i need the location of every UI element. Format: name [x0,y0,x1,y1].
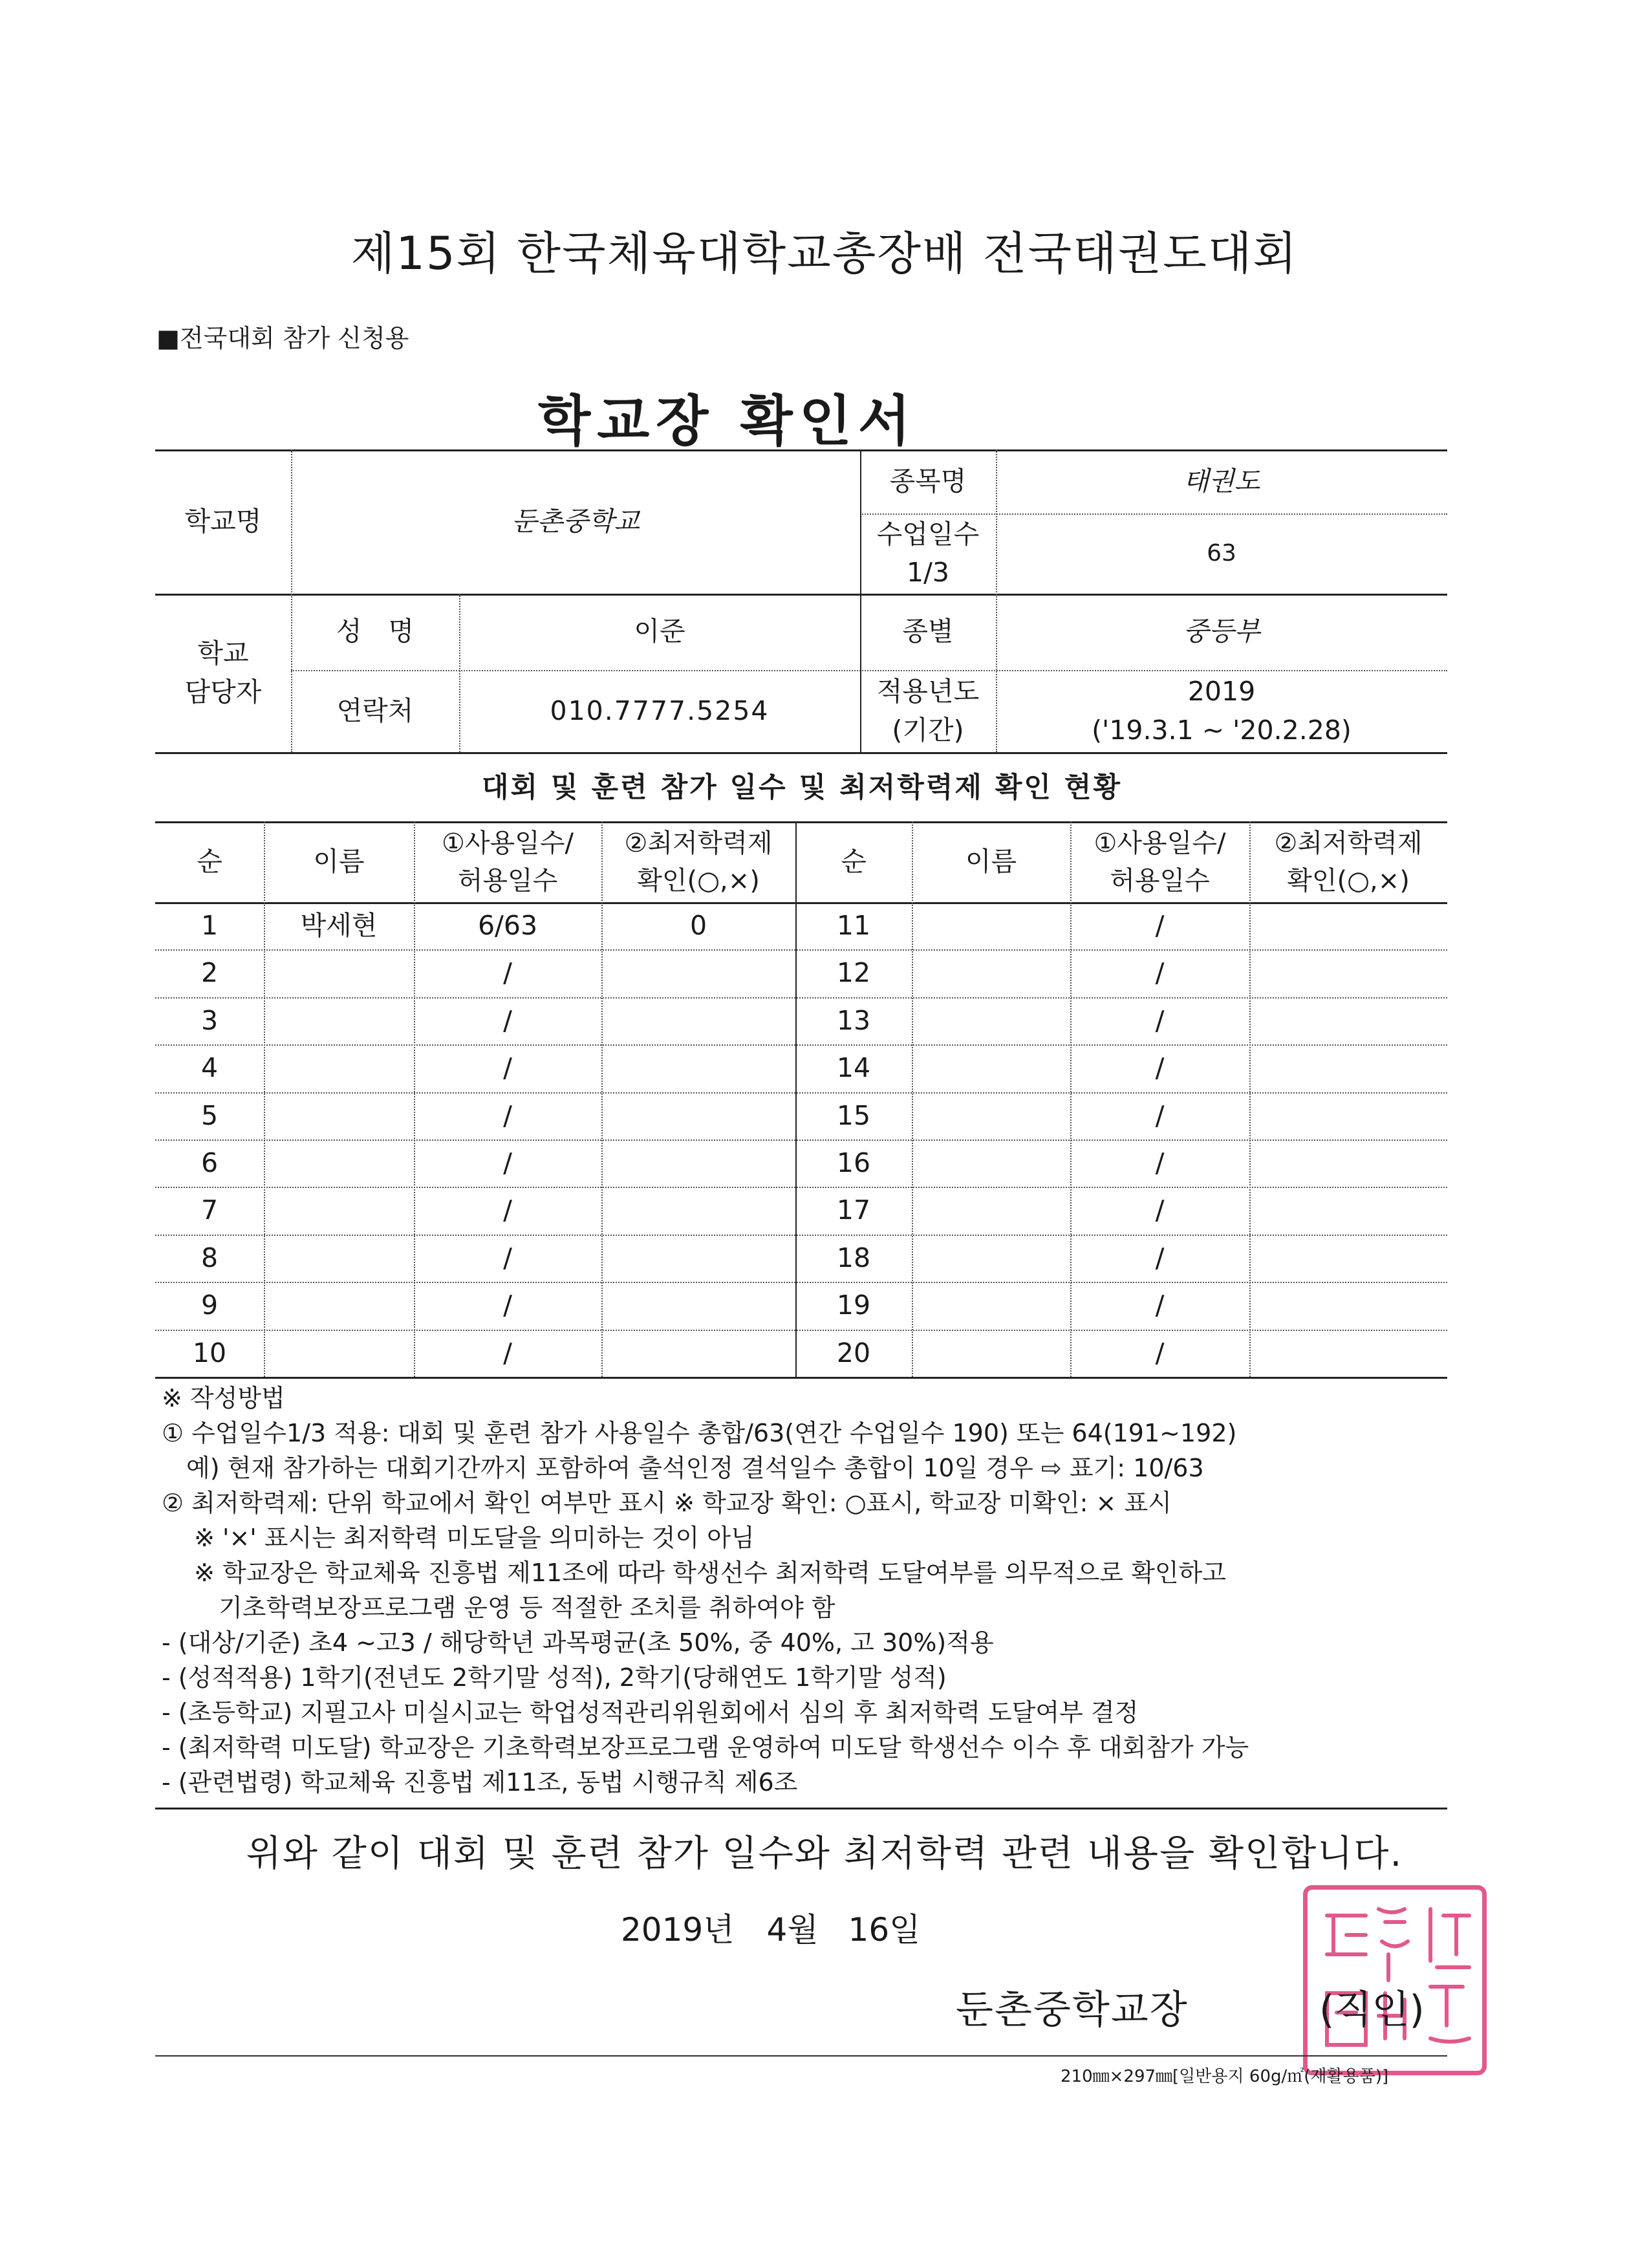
contact-label: 연락처 [336,695,414,726]
row-number: 3 [200,1004,219,1036]
row-name [264,1282,414,1329]
note-line: ② 최저학력제: 단위 학교에서 확인 여부만 표시 ※ 학교장 확인: ○표시, 학교장 미확인: × 표시 [162,1489,1172,1517]
division-value: 중등부 [1183,616,1260,647]
row-check [601,1330,795,1377]
row-name [912,1235,1070,1282]
class-days-label: 수업일수 1/3 [876,518,980,588]
row-check [1249,1092,1447,1139]
row-number: 9 [200,1290,219,1321]
row-days: / [1155,1147,1165,1178]
row-days: / [1155,1004,1165,1036]
note-line: ※ 학교장은 학교체육 진흥법 제11조에 따라 학생선수 최저학력 도달여부를 의무적으로 확인하고 [162,1559,1226,1587]
note-line: - (초등학교) 지필고사 미실시교는 학업성적관리위원회에서 심의 후 최저학력 도달여부 결정 [162,1698,1139,1727]
row-days: / [1155,1290,1165,1321]
note-line: 기초학력보장프로그램 운영 등 적절한 조치를 취하여야 함 [162,1593,835,1622]
row-check [1249,949,1447,997]
paper-spec: 210㎜×297㎜[일반용지 60g/㎡(재활용품)] [1061,2067,1389,2086]
contact-value: 010.7777.5254 [550,695,770,726]
manager-name-value: 이준 [634,616,685,647]
row-check [601,997,795,1044]
row-name [912,902,1070,949]
event-label: 종목명 [889,465,967,497]
row-check [1249,1330,1447,1377]
note-line: ※ '×' 표시는 최저학력 미도달을 의미하는 것이 아님 [162,1524,755,1552]
row-number: 13 [836,1004,871,1036]
confirmation-text: 위와 같이 대회 및 훈련 참가 일수와 최저학력 관련 내용을 확인합니다. [246,1833,1403,1875]
row-number: 11 [836,909,871,941]
row-days: / [1155,1194,1165,1226]
row-days: / [503,1290,512,1321]
days-header: ①사용일수/ 허용일수 [442,828,574,896]
row-days: / [503,1147,512,1178]
row-days: / [503,1194,512,1226]
check-header: ②최저학력제 확인(○,×) [624,828,773,896]
year-label: 적용년도 (기간) [876,676,980,746]
note-line: ① 수업일수1/3 적용: 대회 및 훈련 참가 사용일수 총합/63(연간 수업일수 190) 또는 64(191~192) [162,1419,1237,1447]
row-check: 0 [689,909,707,941]
school-name-value: 둔촌중학교 [511,505,640,537]
row-check [601,1282,795,1329]
row-check [1249,902,1447,949]
row-check [1249,1139,1447,1187]
row-name [264,1330,414,1377]
row-number: 1 [200,909,219,941]
school-manager-label: 학교 담당자 [184,638,262,707]
row-number: 18 [836,1242,871,1273]
row-number: 10 [192,1337,227,1368]
row-days: / [503,1004,512,1036]
name-header: 이름 [965,845,1017,877]
manager-name-label: 성 명 [336,616,415,647]
row-number: 20 [836,1337,871,1368]
note-line: - (성적적용) 1학기(전년도 2학기말 성적), 2학기(당해연도 1학기말 성적) [162,1663,947,1692]
row-days: / [1155,1052,1165,1084]
school-name-label: 학교명 [184,505,262,537]
row-number: 2 [200,957,219,989]
row-name [912,1187,1070,1234]
row-name [912,1282,1070,1329]
row-number: 7 [200,1194,219,1226]
row-days: / [503,1242,512,1273]
document-title: 학교장 확인서 [537,389,918,453]
signer-name: 둔촌중학교장 [956,1987,1189,2033]
notes [162,1381,1455,1800]
row-name [264,1092,414,1139]
row-days: / [1155,1337,1165,1368]
row-name [264,997,414,1044]
row-name [264,949,414,997]
note-line: ※ 작성방법 [162,1384,285,1412]
row-name [264,1235,414,1282]
note-line: - (대상/기준) 초4 ~고3 / 해당학년 과목평균(초 50%, 중 40%, 고 30%)적용 [162,1628,994,1657]
row-days: / [503,957,512,989]
row-name [912,1330,1070,1377]
row-days: / [1155,957,1165,989]
row-name [912,1044,1070,1092]
row-number: 17 [836,1194,871,1226]
row-check [1249,1282,1447,1329]
row-name [912,997,1070,1044]
note-line: - (최저학력 미도달) 학교장은 기초학력보장프로그램 운영하여 미도달 학생선수 이수 후 대회참가 가능 [162,1733,1249,1762]
note-line: 예) 현재 참가하는 대회기간까지 포함하여 출석인정 결석일수 총합이 10일 경우 ⇨ 표기: 10/63 [162,1454,1204,1482]
row-check [1249,997,1447,1044]
row-days: / [1155,1242,1165,1273]
row-name [912,949,1070,997]
row-number: 14 [836,1052,871,1084]
row-name [264,1187,414,1234]
days-header: ①사용일수/ 허용일수 [1094,828,1226,896]
row-check [1249,1187,1447,1234]
row-check [1249,1235,1447,1282]
note-line: - (관련법령) 학교체육 진흥법 제11조, 동법 시행규칙 제6조 [162,1768,798,1797]
event-value: 태권도 [1183,465,1260,497]
seq-header: 순 [841,845,867,877]
row-check [601,1235,795,1282]
class-days-value: 63 [1207,539,1236,567]
row-number: 19 [836,1290,871,1321]
issue-date: 2019년 4월 16일 [621,1911,921,1949]
name-header: 이름 [313,845,365,877]
row-days: / [1155,1099,1165,1131]
row-name [912,1092,1070,1139]
division-label: 종별 [902,616,954,647]
row-name [264,1044,414,1092]
row-number: 8 [200,1242,219,1273]
row-number: 12 [836,957,871,989]
row-name [264,1139,414,1187]
application-type: ■전국대회 참가 신청용 [156,324,409,352]
row-number: 15 [836,1099,871,1131]
status-title: 대회 및 훈련 참가 일수 및 최저학력제 확인 현황 [482,772,1122,804]
row-days: / [503,1099,512,1131]
row-name: 박세현 [300,909,378,941]
year-value: 2019 ('19.3.1 ~ '20.2.28) [1092,676,1352,746]
row-days: / [503,1052,512,1084]
seq-header: 순 [197,845,222,877]
row-days: 6/63 [477,909,538,941]
check-header: ②최저학력제 확인(○,×) [1274,828,1423,896]
row-name [912,1139,1070,1187]
row-number: 4 [200,1052,219,1084]
row-days: / [503,1337,512,1368]
row-number: 6 [200,1147,219,1178]
row-number: 5 [200,1099,219,1131]
row-check [601,949,795,997]
event-title: 제15회 한국체육대학교총장배 전국태권도대회 [350,227,1299,280]
seal-label: (직인) [1319,1987,1425,2033]
row-number: 16 [836,1147,871,1178]
row-check [601,1092,795,1139]
row-days: / [1155,909,1165,941]
row-check [601,1187,795,1234]
row-check [601,1139,795,1187]
row-check [1249,1044,1447,1092]
row-check [601,1044,795,1092]
